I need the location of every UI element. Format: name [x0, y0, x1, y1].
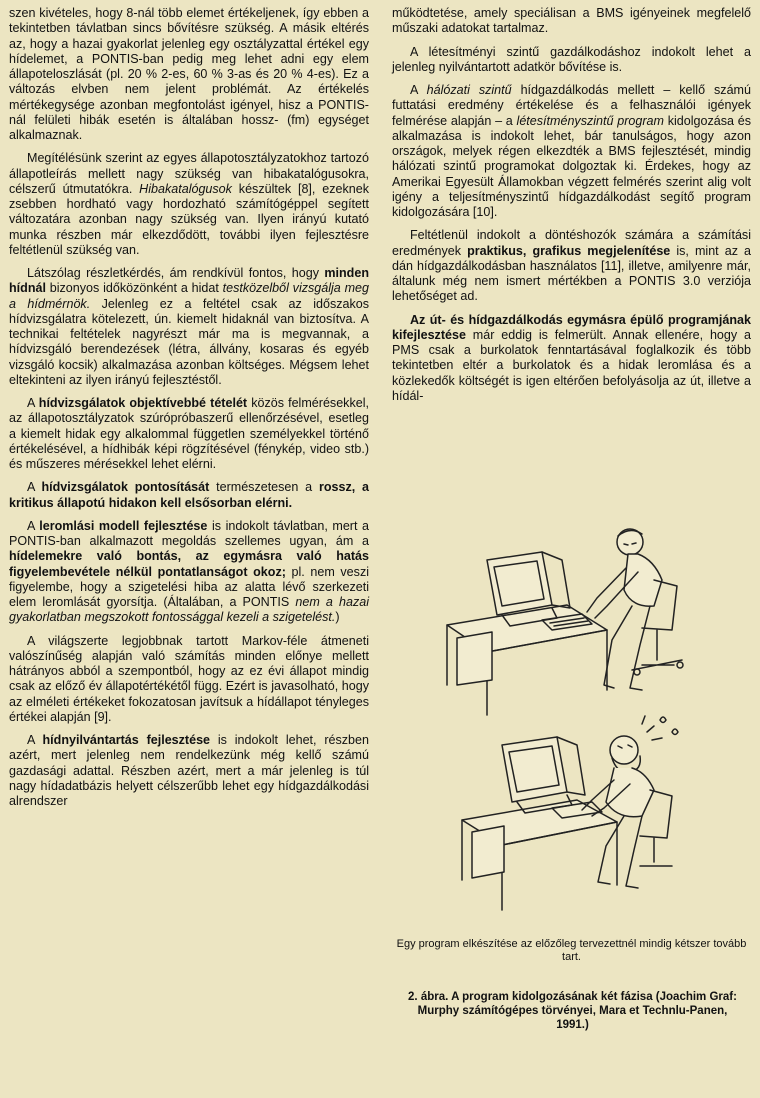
figure-title: 2. ábra. A program kidolgozásának két fázisa (Joachim Graf: Murphy számítógépes törvényei, Mara et Technlu-Panen, 1991.) — [408, 991, 737, 1031]
paragraph: A hálózati szintű hídgazdálkodás mellett – kellő számú futtatási eredmény értékelése és a felhasználói igények felmérése alapján – a létesítményszintű program kidolgozása és alkalmazása is indokolt lehet, bár tanulságos, hogy azon országok, melyek régen elkezdték a BMS fejlesztését, mindig hálózati szintű programokat dolgoztak ki. Érdekes, hogy az Amerikai Egyesült Államokban végzett felmérés szerint alig volt igény a teljesítményszintű hídgazdálkodást segítő program kidolgozására [10]. — [392, 83, 751, 219]
bold-term: minden hídnál — [9, 266, 369, 296]
paragraph: A hídvizsgálatok objektívebbé tételét közös felmérésekkel, az állapotosztályzatok szúrópróbaszerű ellenőrzésével, esetleg a kiemelt hidak egy alkalommal független személyekkel történő értékelésével, a hídhibák képi rögzítésével (fénykép, video stb.) és műszeres mérésekkel lehet elérni. — [9, 396, 369, 471]
cartoon-illustration — [392, 520, 751, 930]
italic-term: testközelből vizsgálja meg a hídmérnök. — [9, 281, 369, 311]
bold-term: Az út- és hídgazdálkodás egymásra épülő programjának kifejlesztése — [392, 312, 751, 342]
paragraph: szen kivételes, hogy 8-nál több elemet értékeljenek, így ebben a tekintetben távlatban sincs bővítésre szükség. A másik eltérés az, hogy a hazai gyakorlat jelenleg egy osztályzattal értékel egy hídelemet, a PONTIS-ban pedig meg lehet adni egy elem állapoteloszlását (pl. 20 % 2-es, 60 % 3-as és 20 % 4-es). Ez a változás elvben nem jelent problémát. Az értékelés mértékegysége azonban megfontolást igényel, hisz a PONTIS-nál felületi hibák esetén is általában hossz- (fm) egységet alkalmaznak. — [9, 6, 369, 142]
bold-term: hídelemekre való bontás, az egymásra való hatás figyelembevétele nélkül pontatlanságot okoz; — [9, 549, 369, 579]
right-column — [392, 6, 751, 412]
bold-term: praktikus, grafikus megjelenítése — [467, 243, 671, 258]
paragraph: működtetése, amely speciálisan a BMS igényeinek megfelelő műszaki adatokat tartalmaz. — [392, 6, 751, 36]
paragraph: Látszólag részletkérdés, ám rendkívül fontos, hogy minden hídnál bizonyos időközönként a hidat testközelből vizsgálja meg a hídmérnök. Jelenleg ez a feltétel csak az időszakos hídvizsgálatra kötelezett, ún. kiemelt hidaknál van biztosítva. A technikai feltételek nagyrészt már ma is megvannak, a hídvizsgáló berendezések (létra, állvány, kosaras és egyéb vizsgáló kocsik) alkalmazása azonban költséges. Mégsem lehet eltekinteni az ilyen irányú fejlesztéstől. — [9, 266, 369, 387]
paragraph: A leromlási modell fejlesztése is indokolt távlatban, mert a PONTIS-ban alkalmazott megoldás szellemes ugyan, ám a hídelemekre való bontás, az egymásra való hatás figyelembevétele nélkül pontatlanságot okoz; pl. nem veszi figyelembe, hogy a szigetelési hiba az alatta lévő szerkezeti elem leromlását gyorsítja. (Általában, a PONTIS nem a hazai gyakorlatban megszokott fontossággal kezeli a szigetelést.) — [9, 518, 369, 625]
italic-term: nem a hazai gyakorlatban megszokott fontossággal kezeli a szigetelést. — [9, 595, 369, 625]
paragraph: A létesítményi szintű gazdálkodáshoz indokolt lehet a jelenleg nyilvántartott adatkör bővítése is. — [392, 44, 751, 74]
bold-term: leromlási modell fejlesztése — [39, 518, 208, 533]
cartoon-caption: Egy program elkészítése az előzőleg tervezettnél mindig kétszer tovább tart. — [396, 938, 747, 963]
italic-term: létesítményszintű program — [516, 113, 664, 128]
bold-term: hídvizsgálatok objektívebbé tételét — [38, 396, 248, 410]
paragraph: A hídvizsgálatok pontosítását természetesen a rossz, a kritikus állapotú hidakon kell elsősorban elérni. — [9, 480, 369, 510]
paragraph: Az út- és hídgazdálkodás egymásra épülő programjának kifejlesztése már eddig is felmerült. Annak ellenére, hogy a PMS csak a burkolatok fenntartásával foglalkozik és több tekintetben eltér a burkolatok és a hidak leromlása és a közlekedők költségét is igen eltérően befolyásolja az út, illetve a hídál- — [392, 312, 751, 403]
bold-term: rossz, a kritikus állapotú hidakon kell elsősorban elérni. — [9, 480, 369, 510]
bold-term: hídnyilvántartás fejlesztése — [42, 733, 211, 747]
italic-term: Hibakatalógusok — [139, 181, 232, 196]
paragraph: Megítélésünk szerint az egyes állapotosztályzatokhoz tartozó állapotleírás mellett nagy szükség van hibakatalógusokra, célszerű útmutatókra. Hibakatalógusok készültek [8], ezeknek zsebben hordható vagy hordozható számítógéppel segített változatára azonban nagy szükség van. Ilyen irányú kutató munka részben már elkezdődött, további ilyen fejlesztésre feltétlenül szükség van. — [9, 151, 369, 257]
italic-term: hálózati szintű — [426, 83, 512, 97]
left-column — [9, 6, 369, 817]
paragraph: A hídnyilvántartás fejlesztése is indokolt lehet, részben azért, mert jelenleg nem rendelkezünk még kellő számú gazdasági adattal. Részben azért, mert a már jelenleg is túl nagy hídadatbázis helyett célszerűbb lehet egy hídgazdálkodási alrendszer — [9, 733, 369, 808]
exhausted-programmer-scene — [462, 716, 678, 910]
paragraph: A világszerte legjobbnak tartott Markov-féle átmeneti valószínűség alapján való számítás minden előnye mellett hátrányos abból a szempontból, hogy az ez évi állapot mindig csak az előző év állapotértékétől függ. Ezért is javasolható, hogy az elméleti értékeket fokozatosan javítsuk a hídállapot tényleges értékei alapján [9]. — [9, 633, 369, 724]
calm-programmer-scene — [447, 529, 683, 715]
paragraph: Feltétlenül indokolt a döntéshozók számára a számítási eredmények praktikus, grafikus megjelenítése is, mint az a dán hídgazdálkodásban használatos [11], illetve, amilyenre már, általunk még nem ismert mértékben a PONTIS 3.0 verziója lehetőséget ad. — [392, 228, 751, 304]
bold-term: hídvizsgálatok pontosítását — [41, 480, 210, 495]
